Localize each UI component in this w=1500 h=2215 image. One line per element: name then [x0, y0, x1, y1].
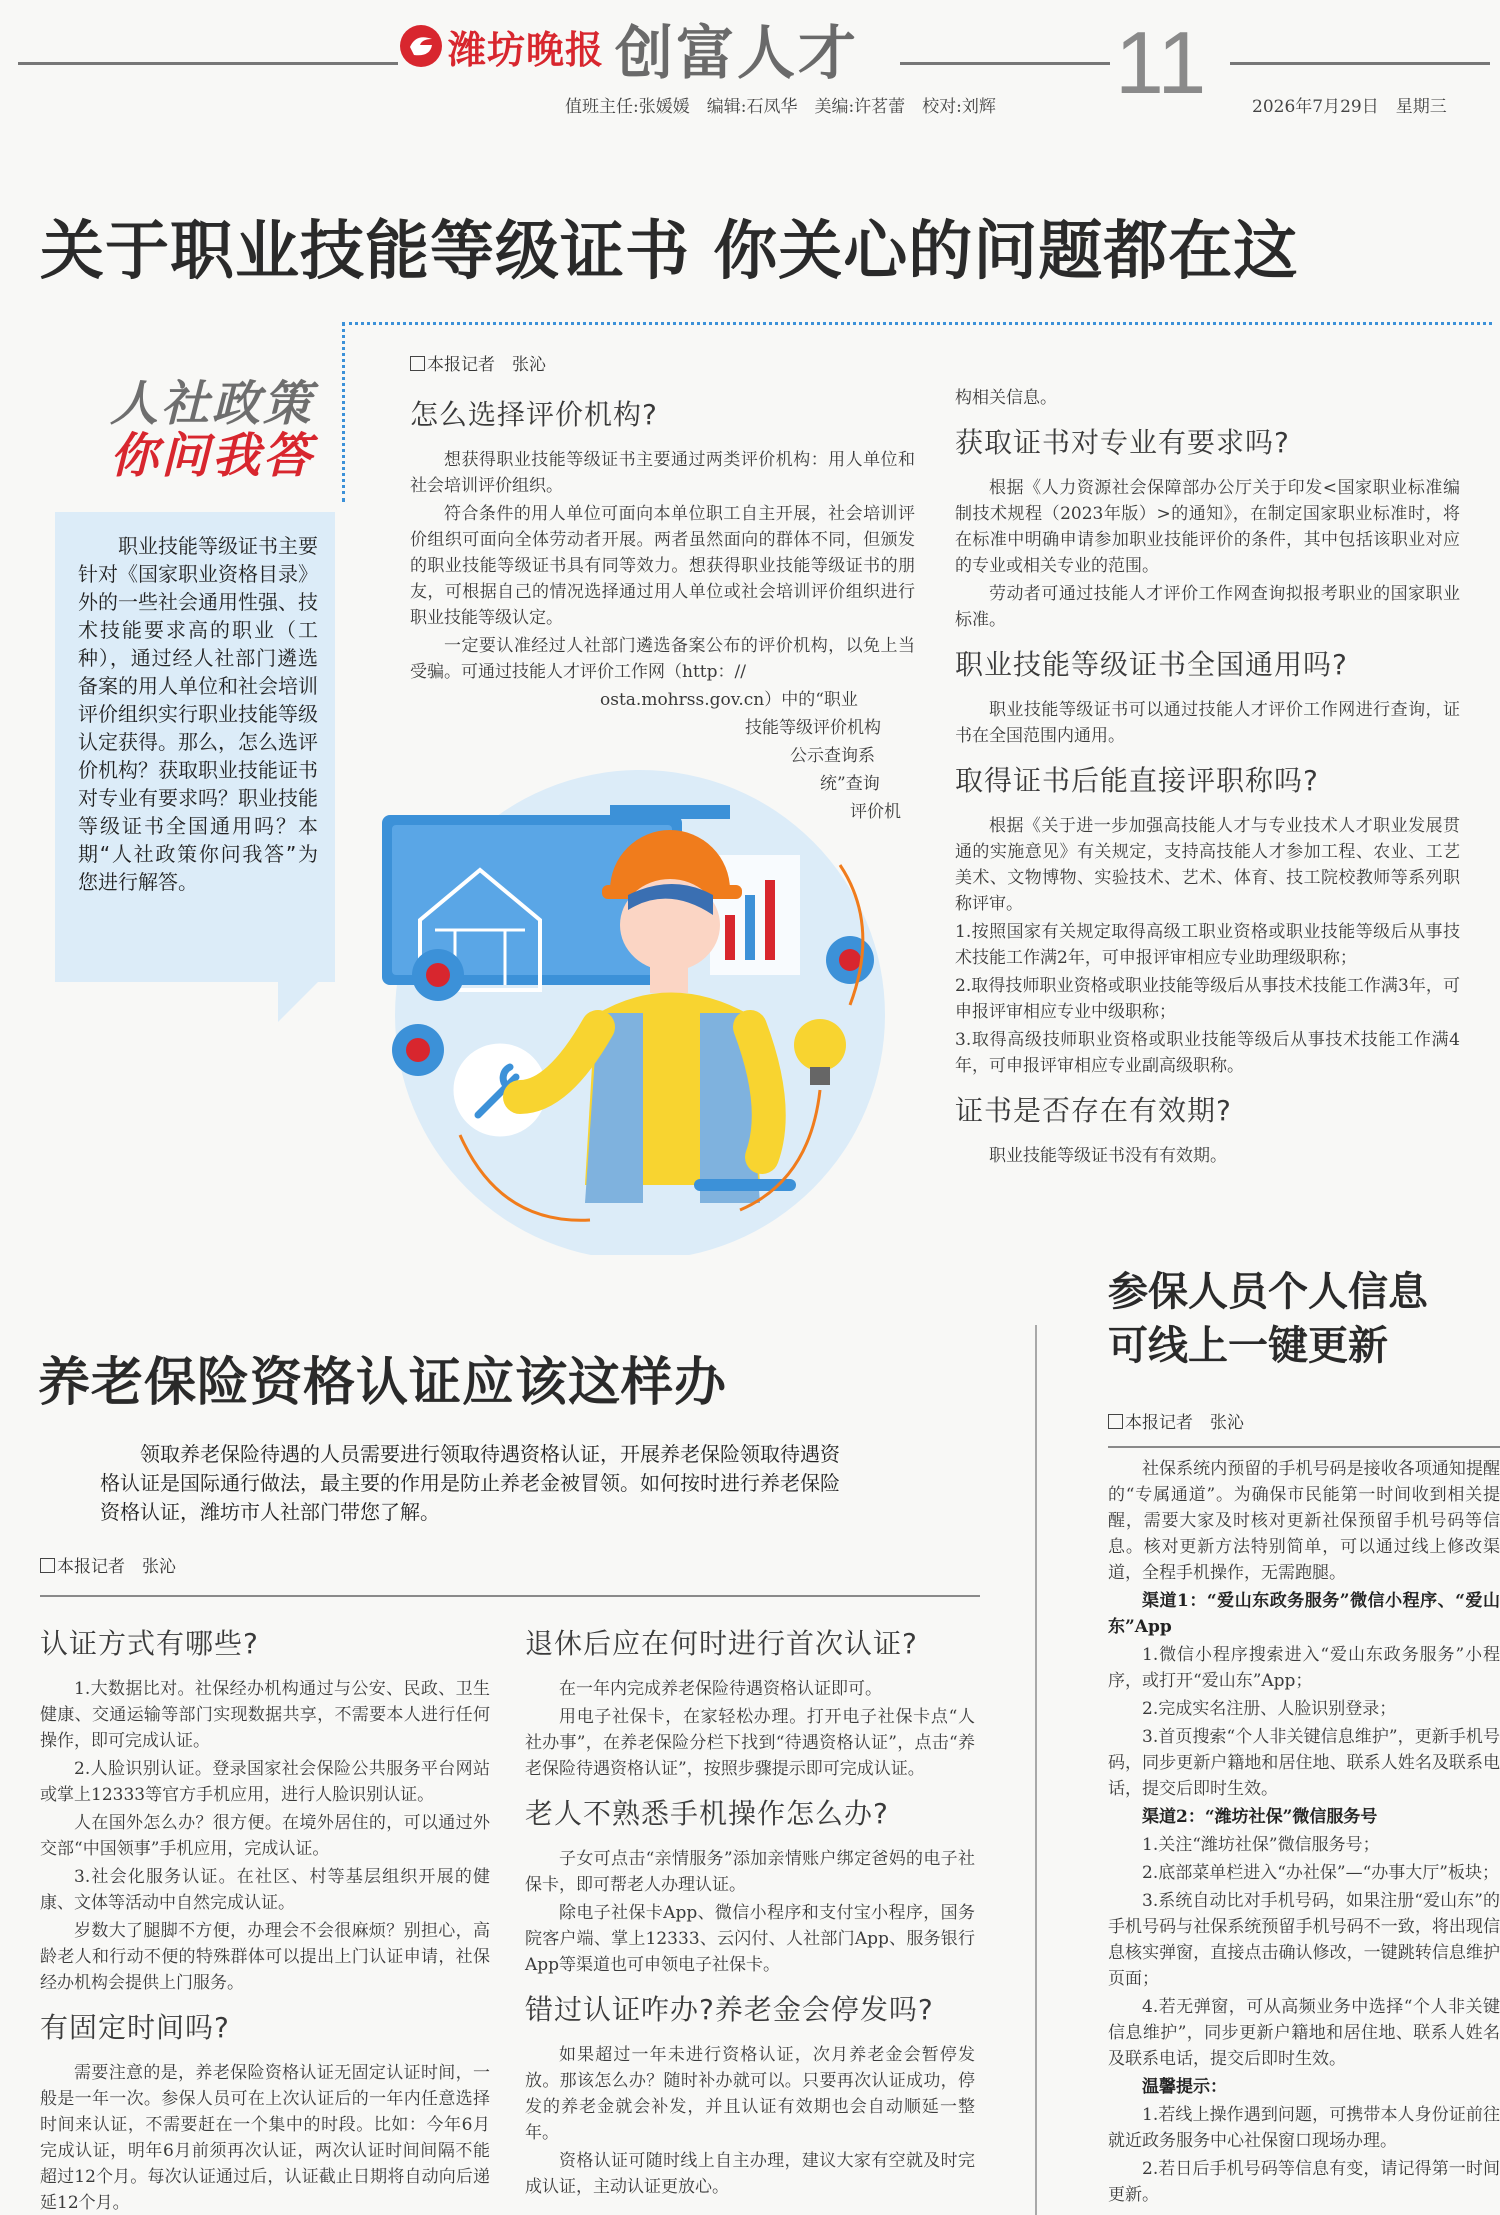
- s1-paragraph: 3.社会化服务认证。在社区、村等基层组织开展的健康、文体等活动中自然完成认证。: [40, 1867, 490, 1913]
- channel2-step: 2.底部菜单栏进入“办社保”—“办事大厅”板块；: [1142, 1863, 1499, 1883]
- article3-byline: 本报记者 张沁: [1108, 1408, 1244, 1433]
- q1-paragraph-wrap: 技能等级评价机构: [745, 718, 881, 738]
- s4-heading: 老人不熟悉手机操作怎么办?: [525, 1797, 889, 1830]
- q1-paragraph-wrap: 统”查询: [820, 774, 880, 794]
- article1-col-mid: [410, 350, 915, 827]
- q2-paragraph: 劳动者可通过技能人才评价工作网查询拟报考职业的国家职业标准。: [955, 584, 1460, 630]
- s3-paragraph: 用电子社保卡，在家轻松办理。打开电子社保卡点“人社办事”，在养老保险分栏下找到“待遇资格认证”，点击“养老保险待遇资格认证”，按照步骤提示即可完成认证。: [525, 1707, 975, 1779]
- q4-heading: 取得证书后能直接评职称吗?: [955, 764, 1319, 797]
- q4-paragraph: 1.按照国家有关规定取得高级工职业资格或职业技能等级后从事技术技能工作满2年，可申报评审相应专业助理级职称；: [955, 922, 1460, 968]
- header-rule-left: [18, 62, 398, 65]
- q2-paragraph: 根据《人力资源社会保障部办公厅关于印发<国家职业标准编制技术规程（2023年版）>的通知》，在制定国家职业标准时，将在标准中明确申请参加职业技能评价的条件，其中包括该职业对应的专业或相关专业的范围。: [955, 478, 1460, 576]
- channel1-heading: 渠道1：“爱山东政务服务”微信小程序、“爱山东”App: [1108, 1591, 1500, 1637]
- s1-paragraph: 1.大数据比对。社保经办机构通过与公安、民政、卫生健康、交通运输等部门实现数据共享，不需要本人进行任何操作，即可完成认证。: [40, 1679, 490, 1751]
- s3-paragraph: 在一年内完成养老保险待遇资格认证即可。: [559, 1679, 882, 1699]
- issue-date: 2026年7月29日 星期三: [1252, 97, 1447, 117]
- q1-paragraph: 符合条件的用人单位可面向本单位职工自主开展，社会培训评价组织可面向全体劳动者开展。两者虽然面向的群体不同，但颁发的职业技能等级证书具有同等效力。想获得职业技能等级证书的朋友，可根据自己的情况选择通过用人单位或社会培训评价组织进行职业技能等级认定。: [410, 504, 915, 628]
- article1-col-right: [955, 385, 1460, 1171]
- channel2-step: 4.若无弹窗，可从高频业务中选择“个人非关键信息维护”，同步更新户籍地和居住地、联系人姓名及联系电话，提交后即时生效。: [1108, 1997, 1500, 2069]
- s3-heading: 退休后应在何时进行首次认证?: [525, 1627, 918, 1660]
- article3-paragraph: 社保系统内预留的手机号码是接收各项通知提醒的“专属通道”。为确保市民能第一时间收到相关提醒，需要大家及时核对更新社保预留手机号码等信息。核对更新方法特别简单，可以通过线上修改渠道，全程手机操作，无需跑腿。: [1108, 1459, 1500, 1583]
- brand-mark-icon: [398, 23, 444, 69]
- article2-lead: 领取养老保险待遇的人员需要进行领取待遇资格认证，开展养老保险领取待遇资格认证是国际通行做法，最主要的作用是防止养老金被冒领。如何按时进行养老保险资格认证，潍坊市人社部门带您了解。: [100, 1442, 840, 1524]
- s1-paragraph: 2.人脸识别认证。登录国家社会保险公共服务平台网站或掌上12333等官方手机应用，进行人脸识别认证。: [40, 1759, 490, 1805]
- column-title-line1: 人社政策: [109, 376, 314, 432]
- q4-paragraph: 2.取得技师职业资格或职业技能等级后从事技术技能工作满3年，可申报评审相应专业中级职称；: [955, 976, 1460, 1022]
- channel2-step: 3.系统自动比对手机号码，如果注册“爱山东”的手机号码与社保系统预留手机号码不一致，将出现信息核实弹窗，直接点击确认修改，一键跳转信息维护页面；: [1108, 1891, 1500, 1989]
- tip-item: 2.若日后手机号码等信息有变，请记得第一时间更新。: [1108, 2159, 1500, 2205]
- s1-paragraph: 人在国外怎么办？很方便。在境外居住的，可以通过外交部“中国领事”手机应用，完成认证。: [40, 1813, 490, 1859]
- q1-paragraph: 想获得职业技能等级证书主要通过两类评价机构：用人单位和社会培训评价组织。: [410, 450, 915, 496]
- channel1-step: 2.完成实名注册、人脸识别登录；: [1142, 1699, 1397, 1719]
- column-divider: [1035, 1325, 1037, 2215]
- page-number: 11: [1115, 13, 1207, 112]
- article3-divider: [1108, 1446, 1500, 1448]
- s5-heading: 错过认证咋办?养老金会停发吗?: [525, 1993, 934, 2026]
- q1-heading: 怎么选择评价机构?: [410, 398, 658, 431]
- s1-paragraph: 岁数大了腿脚不方便，办理会不会很麻烦？别担心，高龄老人和行动不便的特殊群体可以提出上门认证申请，社保经办机构会提供上门服务。: [40, 1921, 490, 1993]
- s4-paragraph: 子女可点击“亲情服务”添加亲情账户绑定爸妈的电子社保卡，即可帮老人办理认证。: [525, 1849, 975, 1895]
- article3-body: [1108, 1456, 1500, 2210]
- s2-heading: 有固定时间吗?: [40, 2011, 230, 2044]
- q4-paragraph: 根据《关于进一步加强高技能人才与专业技术人才职业发展贯通的实施意见》有关规定，支持高技能人才参加工程、农业、工艺美术、文物博物、实验技术、艺术、体育、技工院校教师等系列职称评审。: [955, 816, 1460, 914]
- article2-byline: 本报记者 张沁: [40, 1552, 176, 1577]
- header-rule-mid: [900, 62, 1110, 65]
- tip-item: 1.若线上操作遇到问题，可携带本人身份证前往就近政务服务中心社保窗口现场办理。: [1108, 2105, 1500, 2151]
- channel1-step: 3.首页搜索“个人非关键信息维护”，更新手机号码，同步更新户籍地和居住地、联系人姓名及联系电话，提交后即时生效。: [1108, 1727, 1500, 1799]
- intro-box-tail: [278, 982, 318, 1022]
- s5-paragraph: 如果超过一年未进行资格认证，次月养老金会暂停发放。那该怎么办？随时补办就可以。只要再次认证成功，停发的养老金就会补发，并且认证有效期也会自动顺延一整年。: [525, 2045, 975, 2143]
- article2-col-right: [525, 1612, 975, 2202]
- q1-paragraph-wrap: 评价机: [850, 802, 901, 822]
- s5-paragraph: 资格认证可随时线上自主办理，建议大家有空就及时完成认证，主动认证更放心。: [525, 2151, 975, 2197]
- article1-frame: [342, 322, 1492, 325]
- q5-paragraph: 职业技能等级证书没有有效期。: [989, 1146, 1227, 1166]
- article3-headline-line1: 参保人员个人信息: [1108, 1269, 1428, 1315]
- q2-heading: 获取证书对专业有要求吗?: [955, 426, 1290, 459]
- channel2-heading: 渠道2：“潍坊社保”微信服务号: [1142, 1807, 1378, 1827]
- q1-paragraph: 一定要认准经过人社部门遴选备案公布的评价机构，以免上当受骗。可通过技能人才评价工作网（http：//: [410, 636, 915, 682]
- brand-logo: [398, 22, 604, 70]
- tip-heading: 温馨提示：: [1142, 2077, 1227, 2097]
- column-badge: [92, 378, 332, 482]
- channel2-step: 1.关注“潍坊社保”微信服务号；: [1142, 1835, 1380, 1855]
- q1-paragraph-wrap: 公示查询系: [790, 746, 875, 766]
- article1-byline: 本报记者 张沁: [410, 350, 915, 375]
- s4-paragraph: 除电子社保卡App、微信小程序和支付宝小程序，国务院客户端、掌上12333、云闪付、人社部门App、服务银行App等渠道也可申领电子社保卡。: [525, 1903, 975, 1975]
- masthead: [0, 0, 1500, 125]
- article3-headline-line2: 可线上一键更新: [1108, 1323, 1388, 1369]
- article3-headline: [1108, 1265, 1428, 1373]
- header-rule-right: [1230, 62, 1490, 65]
- section-title: 创富人才: [615, 19, 860, 87]
- brand-name: 潍坊晚报: [448, 26, 605, 72]
- article1-frame-left: [342, 322, 345, 502]
- column-title-line2: 你问我答: [109, 428, 314, 484]
- q3-paragraph: 职业技能等级证书可以通过技能人才评价工作网进行查询，证书在全国范围内通用。: [955, 700, 1460, 746]
- channel1-step: 1.微信小程序搜索进入“爱山东政务服务”小程序，或打开“爱山东”App；: [1108, 1645, 1500, 1691]
- q1-paragraph-wrap: osta.mohrss.gov.cn）中的“职业: [600, 690, 858, 710]
- s2-paragraph: 需要注意的是，养老保险资格认证无固定认证时间，一般是一年一次。参保人员可在上次认证后的一年内任意选择时间来认证，不需要赶在一个集中的时段。比如：今年6月完成认证，明年6月前须再次认证，两次认证时间间隔不能超过12个月。每次认证通过后，认证截止日期将自动向后递延12个月。: [40, 2063, 490, 2213]
- intro-text: 职业技能等级证书主要针对《国家职业资格目录》外的一些社会通用性强、技术技能要求高的职业（工种），通过经人社部门遴选备案的用人单位和社会培训评价组织实行职业技能等级认定获得。那么，怎么选评价机构？获取职业技能证书对专业有要求吗？职业技能等级证书全国通用吗？本期“人社政策你问我答”为您进行解答。: [78, 534, 318, 894]
- staff-line: 值班主任:张媛媛 编辑:石凤华 美编:许茗蕾 校对:刘辉: [565, 97, 996, 117]
- q1-paragraph-cont: 构相关信息。: [955, 388, 1057, 408]
- q4-paragraph: 3.取得高级技师职业资格或职业技能等级后从事技术技能工作满4年，可申报评审相应专业副高级职称。: [955, 1030, 1460, 1076]
- article2-col-left: [40, 1612, 490, 2215]
- article1-headline: 关于职业技能等级证书 你关心的问题都在这: [40, 215, 1299, 289]
- q3-heading: 职业技能等级证书全国通用吗?: [955, 648, 1348, 681]
- s1-heading: 认证方式有哪些?: [40, 1627, 259, 1660]
- article2-headline: 养老保险资格认证应该这样办: [38, 1353, 728, 1413]
- article2-divider: [40, 1595, 980, 1597]
- q5-heading: 证书是否存在有效期?: [955, 1094, 1232, 1127]
